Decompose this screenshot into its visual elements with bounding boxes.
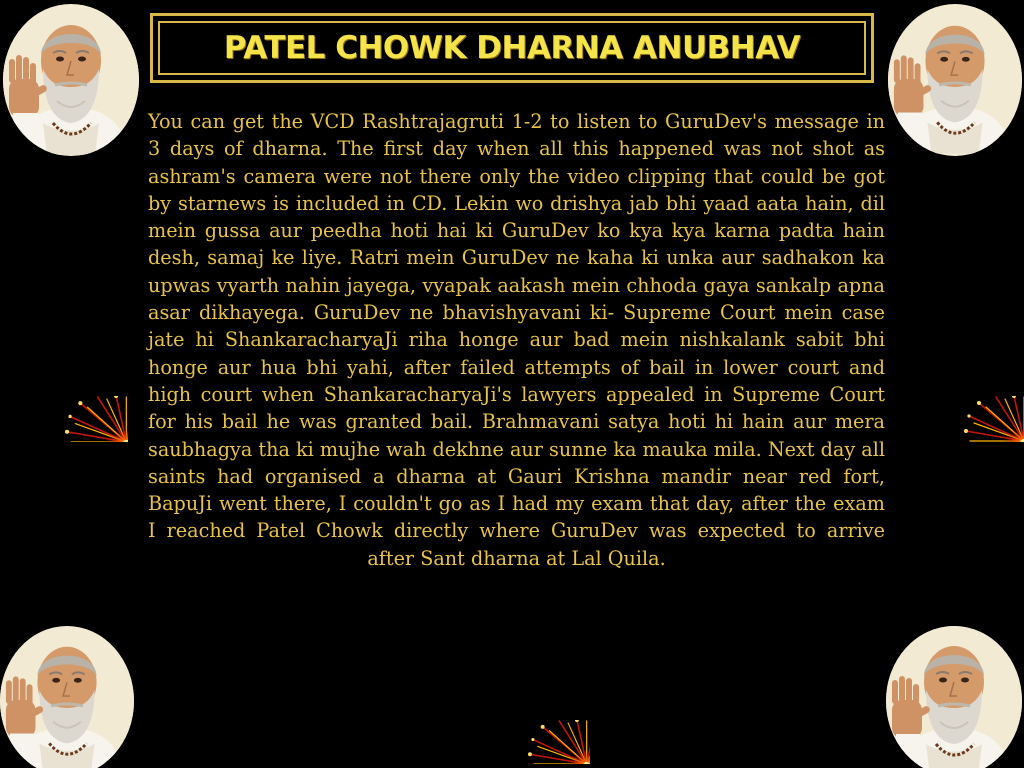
firework-icon — [466, 676, 590, 764]
guru-portrait-bottom-left — [0, 626, 134, 768]
guru-portrait-icon — [888, 4, 1022, 156]
body-paragraph: You can get the VCD Rashtrajagruti 1-2 to listen to GuruDev's message in 3 days of dharna. The first day when all this happened was not shot as ashram's camera were not there only the video clipping that could be got by starnews is included in CD. Lekin wo drishya jab bhi yaad aata hain, dil mein gussa aur peedha hoti hai ki GuruDev ko kya kya karna padta hain desh, samaj ke liye. Ratri mein GuruDev ne kaha ki unka aur sadhakon ka upwas vyarth nahin jayega, vyapak aakash mein chhoda gaya sankalp apna asar dikhayega. GuruDev ne bhavishyavani ki- Supreme Court mein case jate hi ShankaracharyaJi riha honge aur bad mein nishkalank sabit bhi honge aur hua bhi yahi, after failed attempts of bail in lower court and high court when ShankaracharyaJi's lawyers appealed in Supreme Court for his bail he was granted bail. Brahmavani satya hoti hi hain aur mera saubhagya tha ki mujhe wah dekhne aur sunne ka mauka mila. Next day all saints had organised a dharna at Gauri Krishna mandir near red fort, BapuJi went there, I couldn't go as I had my exam that day, after the exam I reached Patel Chowk directly where GuruDev was expected to arrive after Sant dharna at Lal Quila. — [148, 110, 885, 570]
firework-icon — [904, 350, 1024, 442]
guru-portrait-top-left — [3, 4, 139, 156]
guru-portrait-icon — [3, 4, 139, 156]
page-title: PATEL CHOWK DHARNA ANUBHAV — [223, 30, 801, 66]
title-frame — [150, 13, 874, 83]
title-inner-frame — [158, 21, 866, 75]
guru-portrait-icon — [886, 626, 1022, 768]
firework-icon — [2, 350, 128, 442]
guru-portrait-top-right — [888, 4, 1022, 156]
guru-portrait-icon — [0, 626, 134, 768]
guru-portrait-bottom-right — [886, 626, 1022, 768]
